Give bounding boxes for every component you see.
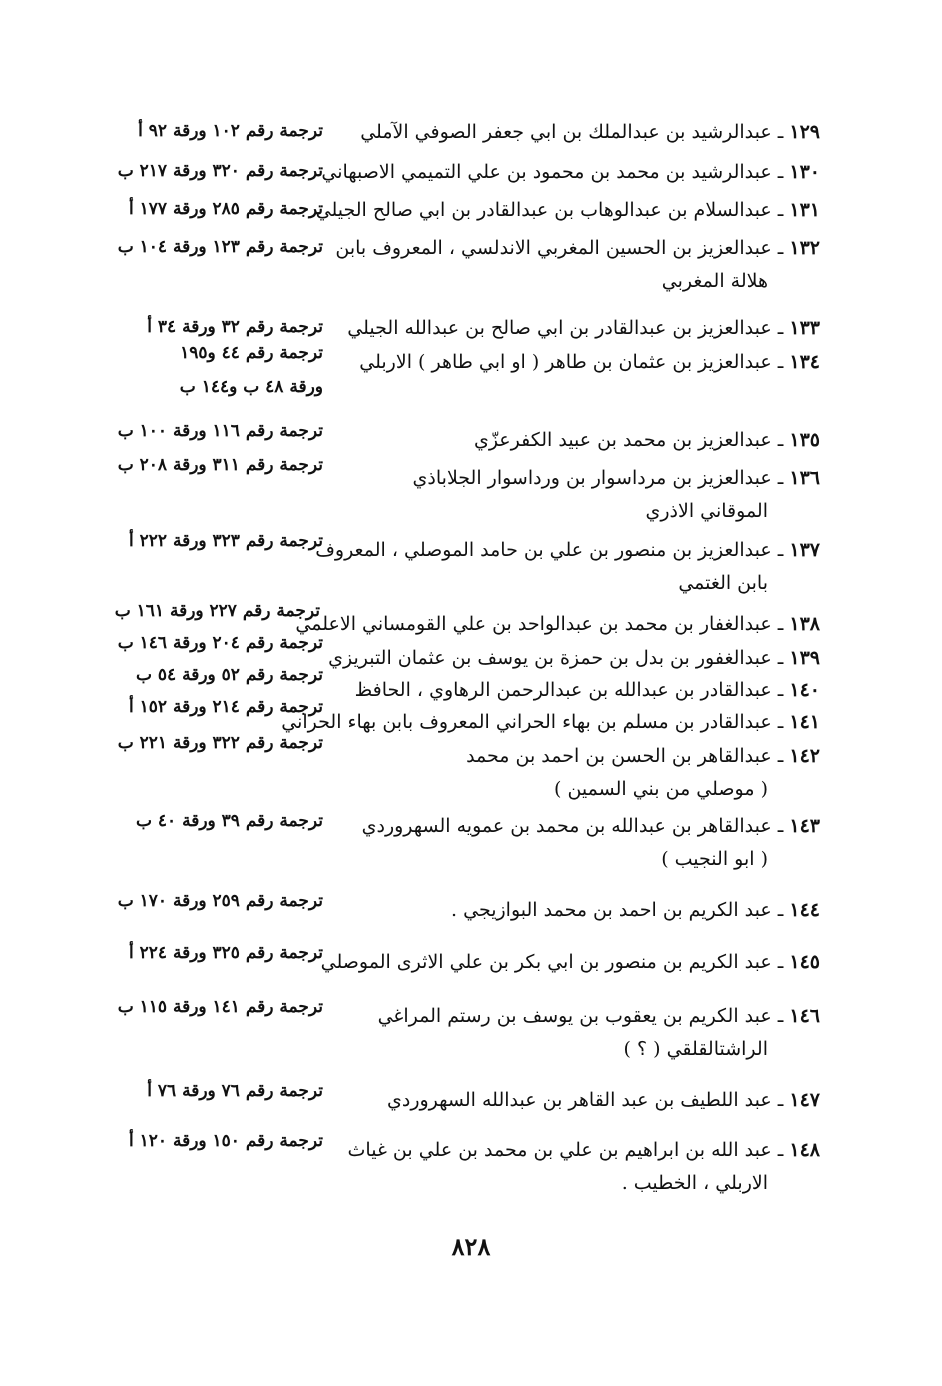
entry-name-text: عبدالقادر بن عبدالله بن عبدالرحمن الرهاوي ، الحافظ <box>354 679 772 701</box>
entry-name: ١٤٥ ـ عبد الكريم بن منصور بن ابي بكر بن علي الاثرى الموصلي <box>320 951 820 973</box>
entry-continuation: ( ابو النجيب ) <box>661 848 768 870</box>
entry-name: ١٤٠ ـ عبدالقادر بن عبدالله بن عبدالرحمن الرهاوي ، الحافظ <box>354 679 820 701</box>
entry-continuation: الاربلي ، الخطيب . <box>621 1172 768 1194</box>
entry-name-text: عبدالرشيد بن محمد بن محمود بن علي التميمي الاصبهاني <box>321 161 772 183</box>
entry-reference: ترجمة رقم ١١٦ ورقة ١٠٠ ب <box>117 421 323 441</box>
entry-reference-continuation: ورقة ٤٨ ب و١٤٤ ب <box>179 377 323 397</box>
entry-reference: ترجمة رقم ٢٨٥ ورقة ١٧٧ أ <box>128 199 323 219</box>
entry-name: ١٤٦ ـ عبد الكريم بن يعقوب بن يوسف بن رستم المراغي الراشتالقلقي ( ؟ ) <box>300 1000 820 1066</box>
entry-reference: ترجمة رقم ١٢٣ ورقة ١٠٤ ب <box>117 237 323 257</box>
entry-number: ١٤٠ <box>789 679 820 701</box>
entry-name-text: عبدالغفور بن بدل بن حمزة بن يوسف بن عثمان التبريزي <box>328 647 772 669</box>
entry-number: ١٤٣ <box>789 815 820 837</box>
entry-continuation: بابن الغتمي <box>678 572 768 594</box>
entry-number: ١٣٩ <box>789 647 820 669</box>
entry-continuation: هلالة المغربي <box>661 270 768 292</box>
entry-number: ١٤١ <box>789 711 820 733</box>
entry-reference: ترجمة رقم ٢٠٤ ورقة ١٤٦ ب <box>117 633 323 653</box>
entry-number: ١٤٤ <box>789 899 820 921</box>
entry-name: ١٣٣ ـ عبدالعزيز بن عبدالقادر بن ابي صالح بن عبدالله الجيلي <box>347 317 820 339</box>
entry-name-text: عبدالعزيز بن عثمان بن طاهر ( او ابي طاهر ) الاربلي <box>359 351 772 373</box>
entry-name: ١٤٤ ـ عبد الكريم بن احمد بن محمد البوازيجي . <box>451 899 820 921</box>
entry-name: ١٣٦ ـ عبدالعزيز بن مرداسوار بن ورداسوار الجلاباذي الموقاني الاذري <box>300 462 820 528</box>
entry-name-text: عبدالقاهر بن الحسن بن احمد بن محمد <box>466 745 772 767</box>
entry-name: ١٣٧ ـ عبدالعزيز بن منصور بن علي بن حامد الموصلي ، المعروف بابن الغتمي <box>300 534 820 600</box>
entry-continuation: الراشتالقلقي ( ؟ ) <box>623 1038 768 1060</box>
entry-name-text: عبدالعزيز بن الحسين المغربي الاندلسي ، المعروف بابن <box>335 237 772 259</box>
entry-name: ١٣٠ ـ عبدالرشيد بن محمد بن محمود بن علي التميمي الاصبهاني <box>321 161 820 183</box>
entry-reference: ترجمة رقم ٢٢٧ ورقة ١٦١ ب <box>114 601 320 621</box>
entry-reference: ترجمة رقم ٤٤ و١٩٥ <box>180 343 323 363</box>
entry-name: ١٣٩ ـ عبدالغفور بن بدل بن حمزة بن يوسف بن عثمان التبريزي <box>328 647 820 669</box>
entry-number: ١٤٦ <box>789 1005 820 1027</box>
entry-name: ١٤٣ ـ عبدالقاهر بن عبدالله بن محمد بن عمويه السهروردي ( ابو النجيب ) <box>300 810 820 876</box>
entry-name-text: عبد الكريم بن منصور بن ابي بكر بن علي الاثرى الموصلي <box>320 951 772 973</box>
entry-name-text: عبدالرشيد بن عبدالملك بن ابي جعفر الصوفي الآملي <box>360 121 772 143</box>
entry-continuation: الموقاني الاذري <box>645 500 768 522</box>
entry-name-text: عبد الله بن ابراهيم بن علي بن محمد بن علي بن غياث <box>347 1139 772 1161</box>
page-number: ٨٢٨ <box>451 1232 491 1261</box>
entry-number: ١٣٠ <box>789 161 820 183</box>
entry-number: ١٣٥ <box>789 429 820 451</box>
entry-number: ١٤٧ <box>789 1089 820 1111</box>
entry-name: ١٣٢ ـ عبدالعزيز بن الحسين المغربي الاندلسي ، المعروف بابن هلالة المغربي <box>300 232 820 298</box>
entry-reference: ترجمة رقم ٣٢٢ ورقة ٢٢١ ب <box>117 733 323 753</box>
entry-name-text: عبدالسلام بن عبدالوهاب بن عبدالقادر بن ابي صالح الجيلي <box>315 199 772 221</box>
entry-name-text: عبدالعزيز بن منصور بن علي بن حامد الموصلي ، المعروف <box>315 539 772 561</box>
entry-number: ١٣٢ <box>789 237 820 259</box>
entry-name-text: عبدالغفار بن محمد بن عبدالواحد بن علي القومساني الاعلمي <box>295 613 772 635</box>
entry-reference: ترجمة رقم ٣٩ ورقة ٤٠ ب <box>135 811 323 831</box>
entry-number: ١٤٥ <box>789 951 820 973</box>
entry-number: ١٣١ <box>789 199 820 221</box>
entry-number: ١٤٨ <box>789 1139 820 1161</box>
entry-name-text: عبدالقادر بن مسلم بن بهاء الحراني المعروف بابن بهاء الحراني <box>281 711 772 733</box>
entry-name-text: عبدالعزيز بن محمد بن عبيد الكفرعزّي <box>473 429 772 451</box>
entry-reference: ترجمة رقم ٢١٤ ورقة ١٥٢ أ <box>128 697 323 717</box>
entry-name-text: عبد اللطيف بن عبد القاهر بن عبدالله السهروردي <box>387 1089 772 1111</box>
entry-number: ١٣٣ <box>789 317 820 339</box>
entry-name-text: عبدالعزيز بن مرداسوار بن ورداسوار الجلاباذي <box>412 467 772 489</box>
entry-reference: ترجمة رقم ١٥٠ ورقة ١٢٠ أ <box>128 1131 323 1151</box>
entry-name: ١٣١ ـ عبدالسلام بن عبدالوهاب بن عبدالقادر بن ابي صالح الجيلي <box>315 199 820 221</box>
entry-name: ١٢٩ ـ عبدالرشيد بن عبدالملك بن ابي جعفر الصوفي الآملي <box>360 121 820 143</box>
entry-name: ١٤٢ ـ عبدالقاهر بن الحسن بن احمد بن محمد ( موصلي من بني السمين ) <box>300 740 820 806</box>
entry-name-text: عبدالعزيز بن عبدالقادر بن ابي صالح بن عبدالله الجيلي <box>347 317 772 339</box>
entry-name: ١٤٨ ـ عبد الله بن ابراهيم بن علي بن محمد بن علي بن غياث الاربلي ، الخطيب . <box>300 1134 820 1200</box>
entry-reference: ترجمة رقم ١٠٢ ورقة ٩٢ أ <box>138 121 323 141</box>
entry-reference: ترجمة رقم ٢٥٩ ورقة ١٧٠ ب <box>117 891 323 911</box>
entry-name-text: عبد الكريم بن احمد بن محمد البوازيجي . <box>451 899 772 921</box>
entry-number: ١٣٤ <box>789 351 820 373</box>
entry-reference: ترجمة رقم ٣٢ ورقة ٣٤ أ <box>147 317 323 337</box>
entry-reference: ترجمة رقم ١٤١ ورقة ١١٥ ب <box>117 997 323 1017</box>
entry-name: ١٣٤ ـ عبدالعزيز بن عثمان بن طاهر ( او ابي طاهر ) الاربلي <box>359 351 820 373</box>
entry-name: ١٤٧ ـ عبد اللطيف بن عبد القاهر بن عبدالله السهروردي <box>387 1089 820 1111</box>
entry-name-text: عبد الكريم بن يعقوب بن يوسف بن رستم المراغي <box>377 1005 772 1027</box>
entry-reference: ترجمة رقم ٧٦ ورقة ٧٦ أ <box>147 1081 323 1101</box>
entry-reference: ترجمة رقم ٣٢٣ ورقة ٢٢٢ أ <box>128 531 323 551</box>
entry-number: ١٤٢ <box>789 745 820 767</box>
entry-name-text: عبدالقاهر بن عبدالله بن محمد بن عمويه السهروردي <box>361 815 772 837</box>
entry-name: ١٣٥ ـ عبدالعزيز بن محمد بن عبيد الكفرعزّي <box>473 429 820 451</box>
entry-number: ١٣٧ <box>789 539 820 561</box>
entry-number: ١٣٨ <box>789 613 820 635</box>
entry-continuation: ( موصلي من بني السمين ) <box>554 778 768 800</box>
entry-reference: ترجمة رقم ٣١١ ورقة ٢٠٨ ب <box>117 455 323 475</box>
entry-reference: ترجمة رقم ٥٢ ورقة ٥٤ ب <box>135 665 323 685</box>
entry-number: ١٢٩ <box>789 121 820 143</box>
entry-reference: ترجمة رقم ٣٢٥ ورقة ٢٢٤ أ <box>128 943 323 963</box>
entry-name: ١٤١ ـ عبدالقادر بن مسلم بن بهاء الحراني المعروف بابن بهاء الحراني <box>281 711 820 733</box>
entry-reference: ترجمة رقم ٣٢٠ ورقة ٢١٧ ب <box>117 161 323 181</box>
entry-number: ١٣٦ <box>789 467 820 489</box>
entry-name: ١٣٨ ـ عبدالغفار بن محمد بن عبدالواحد بن علي القومساني الاعلمي <box>295 613 820 635</box>
